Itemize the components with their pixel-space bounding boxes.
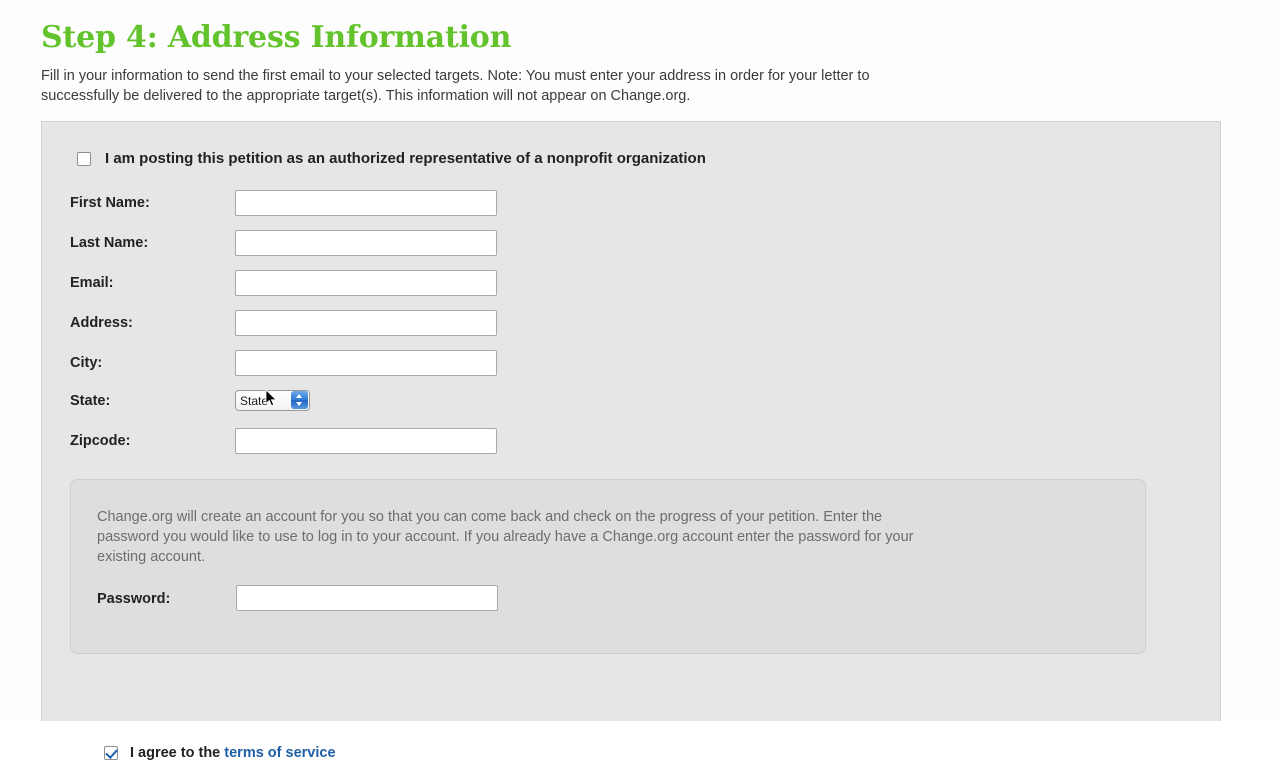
city-input[interactable]	[235, 350, 497, 376]
terms-of-service-label	[130, 745, 336, 761]
terms-of-service-prefix: I agree to the	[130, 745, 225, 761]
field-row-email	[42, 270, 1220, 296]
field-row-last-name	[42, 230, 1220, 256]
city-label: City:	[70, 355, 103, 371]
address-form-panel	[41, 121, 1221, 761]
terms-of-service-link[interactable]: terms of service	[224, 745, 336, 761]
page-title: Step 4: Address Information	[41, 20, 512, 55]
password-section	[70, 479, 1146, 761]
address-input[interactable]	[235, 310, 497, 336]
zipcode-label: Zipcode:	[70, 433, 131, 449]
field-row-state	[42, 388, 1220, 414]
nonprofit-checkbox-row[interactable]	[77, 150, 706, 167]
state-select-wrapper[interactable]	[235, 390, 310, 411]
password-note: Change.org will create an account for you so that you can come back and check on the progress of your petition. Enter the password you would like to use to log in to your account. If you already have a Change.org account enter the password for your existing account.	[97, 509, 914, 565]
address-label: Address:	[70, 315, 133, 331]
page-subtitle: Fill in your information to send the first email to your selected targets. Note: You must enter your address in order for your letter to successfully be delivered to the appropriate target(s). This information will not appear on Change.org.	[41, 68, 870, 104]
email-label: Email:	[70, 275, 114, 291]
last-name-input[interactable]	[235, 230, 497, 256]
nonprofit-checkbox-label: I am posting this petition as an authorized representative of a nonprofit organization	[105, 150, 706, 167]
field-row-address	[42, 310, 1220, 336]
terms-of-service-checkbox[interactable]	[104, 746, 118, 760]
nonprofit-checkbox[interactable]	[77, 152, 91, 166]
terms-of-service-row[interactable]	[104, 745, 336, 761]
state-select[interactable]	[235, 390, 310, 411]
last-name-label: Last Name:	[70, 235, 149, 251]
password-input[interactable]	[236, 585, 498, 611]
zipcode-input[interactable]	[235, 428, 497, 454]
password-label: Password:	[97, 591, 171, 607]
email-input[interactable]	[235, 270, 497, 296]
first-name-label: First Name:	[70, 195, 150, 211]
state-label: State:	[70, 393, 111, 409]
field-row-city	[42, 350, 1220, 376]
first-name-input[interactable]	[235, 190, 497, 216]
field-row-first-name	[42, 190, 1220, 216]
field-row-zipcode	[42, 428, 1220, 454]
